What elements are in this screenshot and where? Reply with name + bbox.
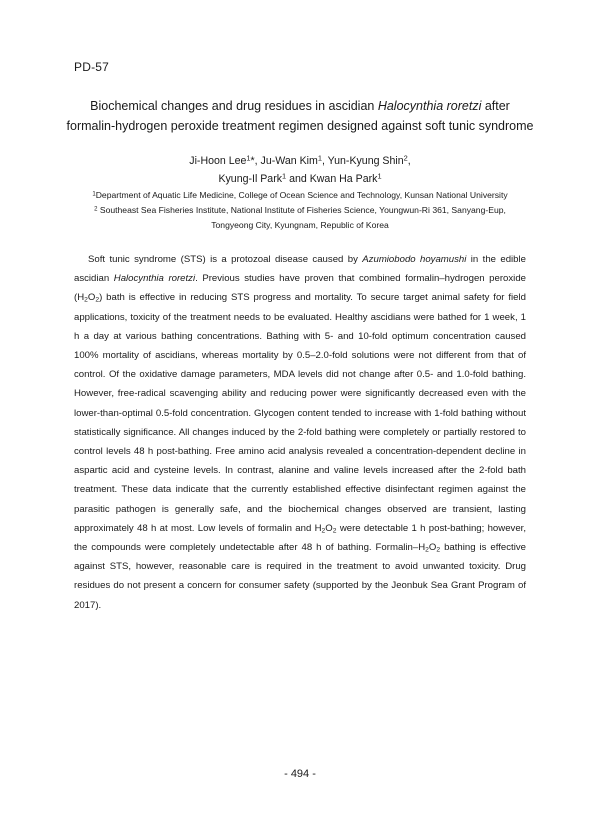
corresponding-mark: *, [250,155,261,167]
title-line-2: formalin-hydrogen peroxide treatment regimen designed against soft tunic syndrome [66,119,534,133]
abstract-text: Soft tunic syndrome (STS) is a protozoal disease caused by [88,254,363,265]
abstract-text: O [87,292,96,304]
affiliation-number: 2 [94,206,98,213]
abstract-text: . Previous studies have proven that combined formalin–hydrogen peroxide (H [74,273,526,304]
author-name: Ji-Hoon Lee [189,155,247,167]
affiliation-1: Department of Aquatic Life Medicine, College of Ocean Science and Technology, Kunsan National University [95,190,508,200]
species-name: Halocynthia roretzi [113,273,196,285]
presentation-code: PD-57 [74,60,110,74]
author-name: Kwan Ha Park [309,173,378,185]
title-text-1: Biochemical changes and drug residues in ascidian [90,99,378,113]
title-text-2: after [481,99,510,113]
author-list [40,152,560,188]
author-name: Yun-Kyung Shin [327,155,404,167]
abstract-text: bathing is effective against STS, however, reasonable care is required in the treatment to avoid unwanted toxicity. Drug residues do not present a concern for consumer safety (supported by the Jeonbuk Sea Grant Program of 2017). [74,542,526,611]
affiliation-number: 1 [92,191,96,198]
affiliations [40,188,560,233]
subscript: 2 [436,546,441,554]
abstract-text: ) bath is effective in reducing STS progress and mortality. To secure target animal safety for field applications, toxicity of the treatment needs to be evaluated. Healthy ascidians were bathed for 1 week, 1 h a day at various bathing concentrations. Bathing with 5- and 10-fold optimum concentration caused 100% mortality of ascidians, whereas mortality by 0.5–2.0-fold solutions were not different from that of control. Of the oxidative damage parameters, MDA levels did not change after 0.5- and 1.0-fold bathing. However, free-radical scavenging ability and reducing power were significantly decreased even with the lower-than-optimal 0.5-fold concentration. Glycogen content tended to increase with 1-fold bathing without statistically significance. All changes induced by the 2-fold bathing were completely or partially restored to control levels 48 h post-bathing. Free amino acid analysis revealed a concentration-dependent decline in aspartic acid and cysteine levels. In contrast, alanine and valine levels increased after the 2-fold bath treatment. These data indicate that the currently established effective disinfectant regimen against the parasitic pathogen is generally safe, and the biochemical changes observed are transient, lasting approximately 48 h at most. Low levels of formalin and H [74,292,526,534]
abstract-body [74,250,526,615]
abstract-text: were detectable 1 h post-bathing; however, the compounds were completely undetectable after 48 h of bathing. Formalin–H [74,522,526,554]
author-separator: and [286,173,310,185]
author-affiliation-mark: 1 [282,171,287,181]
pathogen-name: Azumiobodo hoyamushi [362,254,467,265]
author-name: Kyung-Il Park [218,173,283,185]
author-separator: , [407,155,411,167]
author-affiliation-mark: 2 [403,153,408,163]
subscript: 2 [425,546,429,554]
author-separator: , [321,155,328,167]
page-number: - 494 - [284,768,316,780]
abstract-text: O [428,542,437,554]
abstract-text: in the edible ascidian [74,254,526,285]
affiliation-2: Southeast Sea Fisheries Institute, National Institute of Fisheries Science, Youngwun-Ri 361, Sanyang-Eup, [97,205,506,215]
author-affiliation-mark: 1 [246,153,251,163]
subscript: 2 [332,527,337,535]
abstract-text: O [325,522,333,534]
subscript: 2 [321,527,326,535]
subscript: 2 [95,296,100,304]
author-affiliation-mark: 1 [317,153,322,163]
paper-title [40,96,560,136]
affiliation-2-continued: Tongyeong City, Kyungnam, Republic of Korea [211,220,389,230]
subscript: 2 [84,296,88,304]
title-species: Halocynthia roretzi [377,99,482,113]
author-name: Ju-Wan Kim [260,155,318,167]
author-affiliation-mark: 1 [377,171,382,181]
